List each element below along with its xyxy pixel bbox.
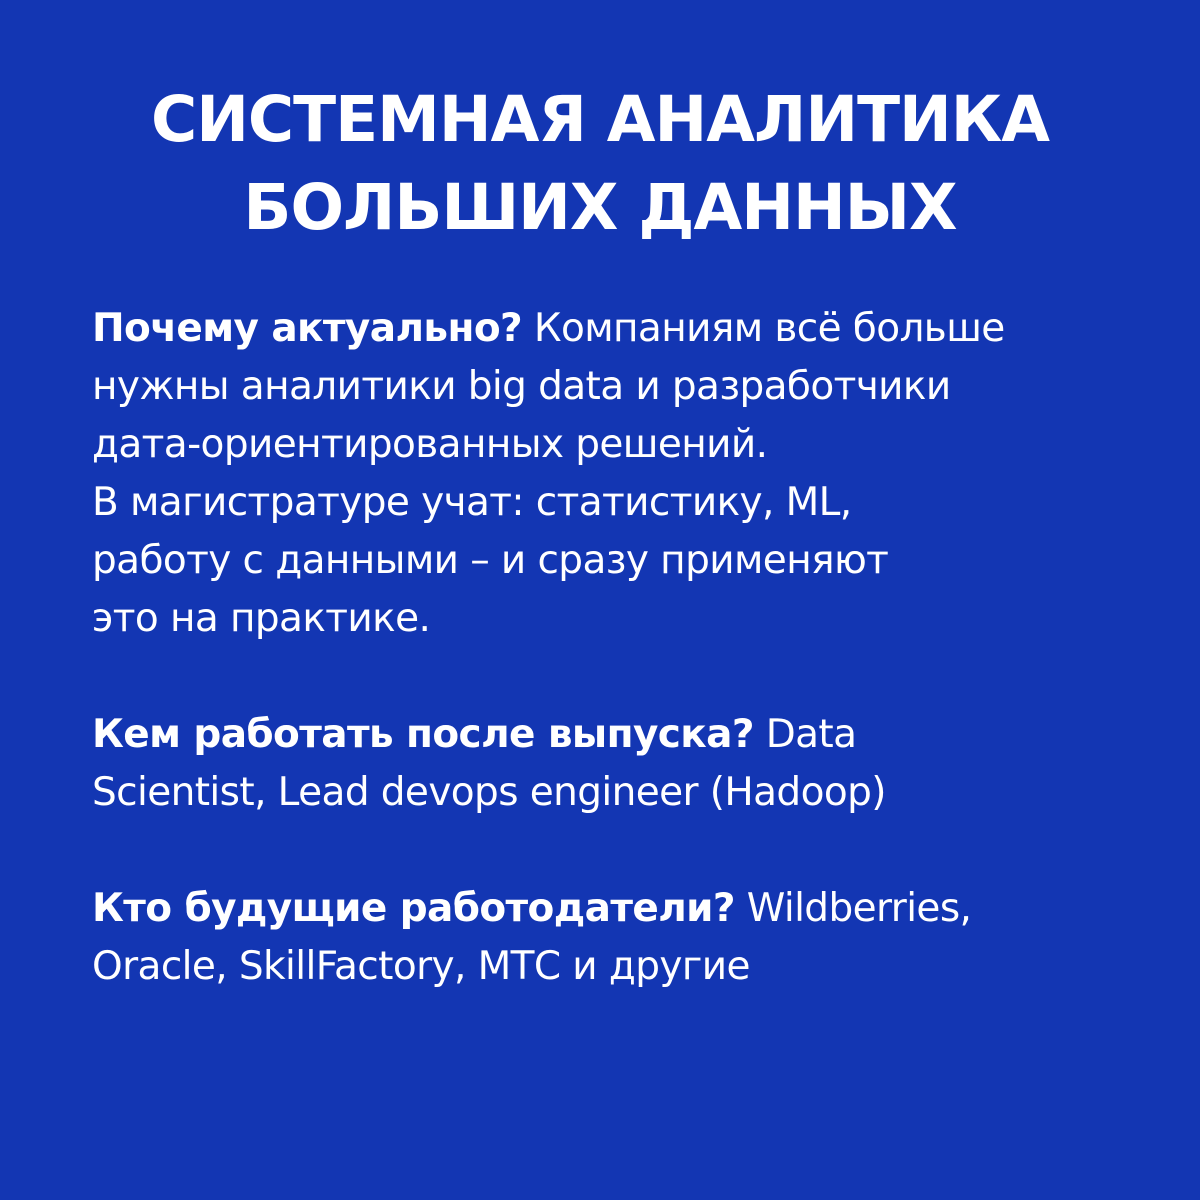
page-title — [0, 76, 1200, 252]
section-careers — [92, 706, 1152, 822]
title-line-1: СИСТЕМНАЯ АНАЛИТИКА — [150, 83, 1050, 156]
section-text: Data — [753, 712, 857, 757]
section-line: дата-ориентированных решений. — [92, 422, 768, 467]
section-line: нужны аналитики big data и разработчики — [92, 364, 951, 409]
section-line: В магистратуре учат: статистику, ML, — [92, 480, 852, 525]
section-lead: Кто будущие работодатели? — [92, 886, 735, 931]
section-lead: Почему актуально? — [92, 306, 523, 351]
section-line: работу с данными – и сразу применяют — [92, 538, 889, 583]
section-lead: Кем работать после выпуска? — [92, 712, 754, 757]
section-line: Scientist, Lead devops engineer (Hadoop) — [92, 770, 886, 815]
section-line: Oracle, SkillFactory, МТС и другие — [92, 944, 750, 989]
section-line — [92, 706, 1152, 764]
content-body — [92, 300, 1152, 996]
section-text: Wildberries, — [734, 886, 972, 931]
section-line — [92, 880, 1152, 938]
section-line: это на практике. — [92, 596, 431, 641]
section-relevance — [92, 300, 1152, 648]
section-text: Компаниям всё больше — [522, 306, 1005, 351]
section-employers — [92, 880, 1152, 996]
section-line — [92, 300, 1152, 358]
title-line-2: БОЛЬШИХ ДАННЫХ — [243, 171, 957, 244]
